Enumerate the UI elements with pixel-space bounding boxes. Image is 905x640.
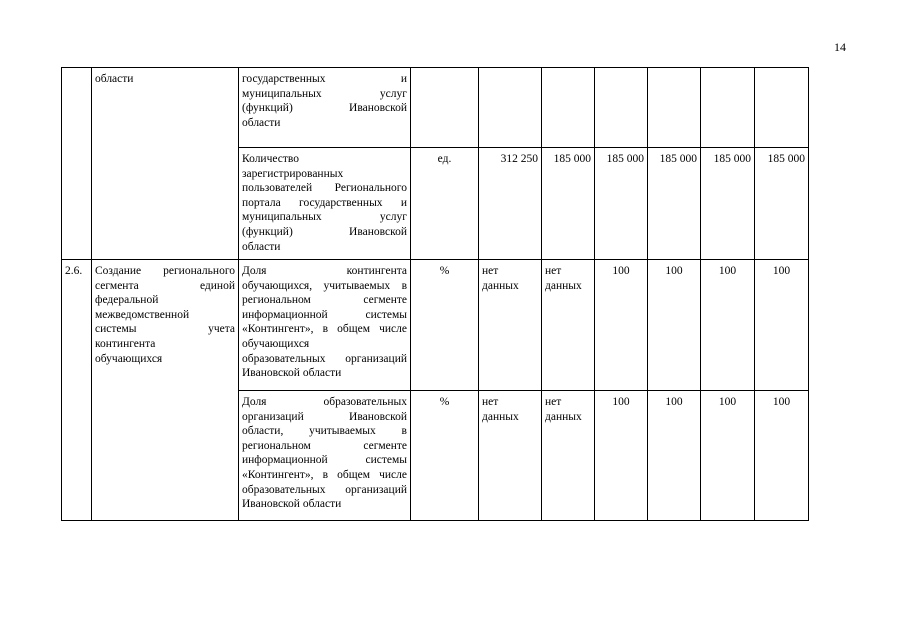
value-cell: 312 250 [479,148,542,260]
value-cell [542,68,595,148]
unit-cell: % [411,391,479,521]
page-number: 14 [834,40,846,54]
value-cell [479,68,542,148]
value-line: нет [545,265,562,277]
value-cell: 185 000 [595,148,648,260]
indicator-line: области [242,116,281,129]
value-cell [595,68,648,148]
value-cell [542,260,595,391]
row-number-cell [62,68,92,260]
indicator-cell [239,68,411,148]
value-cell: 100 [595,260,648,391]
indicator-line: муниципальных услуг [242,211,407,224]
table-row [62,260,809,391]
value-cell [479,391,542,521]
value-cell: 100 [701,260,755,391]
value-cell [542,391,595,521]
indicator-line: информационной системы [242,308,407,321]
indicator-cell [239,260,411,391]
row-number-cell: 2.6. [62,260,92,521]
value-cell [755,68,809,148]
indicator-line: обучающихся, учитываемых в [242,279,407,292]
indicator-line: Доля контингента [242,265,407,277]
task-line: Создание регионального [95,265,235,277]
value-line: данных [545,410,582,423]
indicator-line: муниципальных услуг [242,87,407,100]
value-cell: 185 000 [542,148,595,260]
table-row [62,68,809,148]
value-cell: 100 [648,391,701,521]
indicator-line: «Контингент», в общем числе [242,468,407,481]
task-line: обучающихся [95,352,163,365]
indicator-line: области [242,240,281,253]
value-cell: 100 [701,391,755,521]
indicator-line: Ивановской области [242,498,342,511]
indicators-table [61,67,809,521]
task-line: системы учета [95,323,235,336]
value-cell: 185 000 [701,148,755,260]
unit-cell: ед. [411,148,479,260]
indicator-line: Доля образовательных [242,396,407,408]
indicator-line: обучающихся [242,337,310,350]
value-cell: 100 [755,391,809,521]
indicator-line: организаций Ивановской [242,410,407,423]
value-line: нет [482,265,499,277]
value-line: нет [545,396,562,408]
task-line: сегмента единой [95,279,235,292]
indicator-line: «Контингент», в общем числе [242,323,407,336]
indicator-cell [239,391,411,521]
task-text: области [95,73,134,85]
value-cell: 100 [595,391,648,521]
indicator-line: образовательных организаций [242,483,407,496]
value-cell: 100 [648,260,701,391]
unit-cell [411,68,479,148]
indicator-line: портала государственных и [242,196,407,209]
value-line: данных [482,410,519,423]
value-cell [701,68,755,148]
value-line: данных [545,279,582,292]
indicator-line: области, учитываемых в [242,425,407,438]
indicator-line: региональном сегменте [242,294,407,307]
indicator-line: государственных и [242,73,407,85]
task-cell [92,68,239,260]
value-line: данных [482,279,519,292]
task-line: федеральной [95,294,159,307]
indicator-line: (функций) Ивановской [242,225,407,238]
value-cell: 185 000 [648,148,701,260]
value-cell [479,260,542,391]
indicator-line: информационной системы [242,454,407,467]
value-cell: 185 000 [755,148,809,260]
indicator-line: зарегистрированных [242,167,344,180]
unit-cell: % [411,260,479,391]
indicator-line: региональном сегменте [242,439,407,452]
indicator-line: образовательных организаций [242,352,407,365]
indicator-line: (функций) Ивановской [242,102,407,115]
indicator-cell [239,148,411,260]
task-cell [92,260,239,521]
indicator-line: Ивановской области [242,367,342,380]
value-line: нет [482,396,499,408]
value-cell [648,68,701,148]
indicator-line: Количество [242,153,299,165]
task-line: контингента [95,337,156,350]
value-cell: 100 [755,260,809,391]
task-line: межведомственной [95,308,190,321]
indicator-line: пользователей Регионального [242,182,407,195]
